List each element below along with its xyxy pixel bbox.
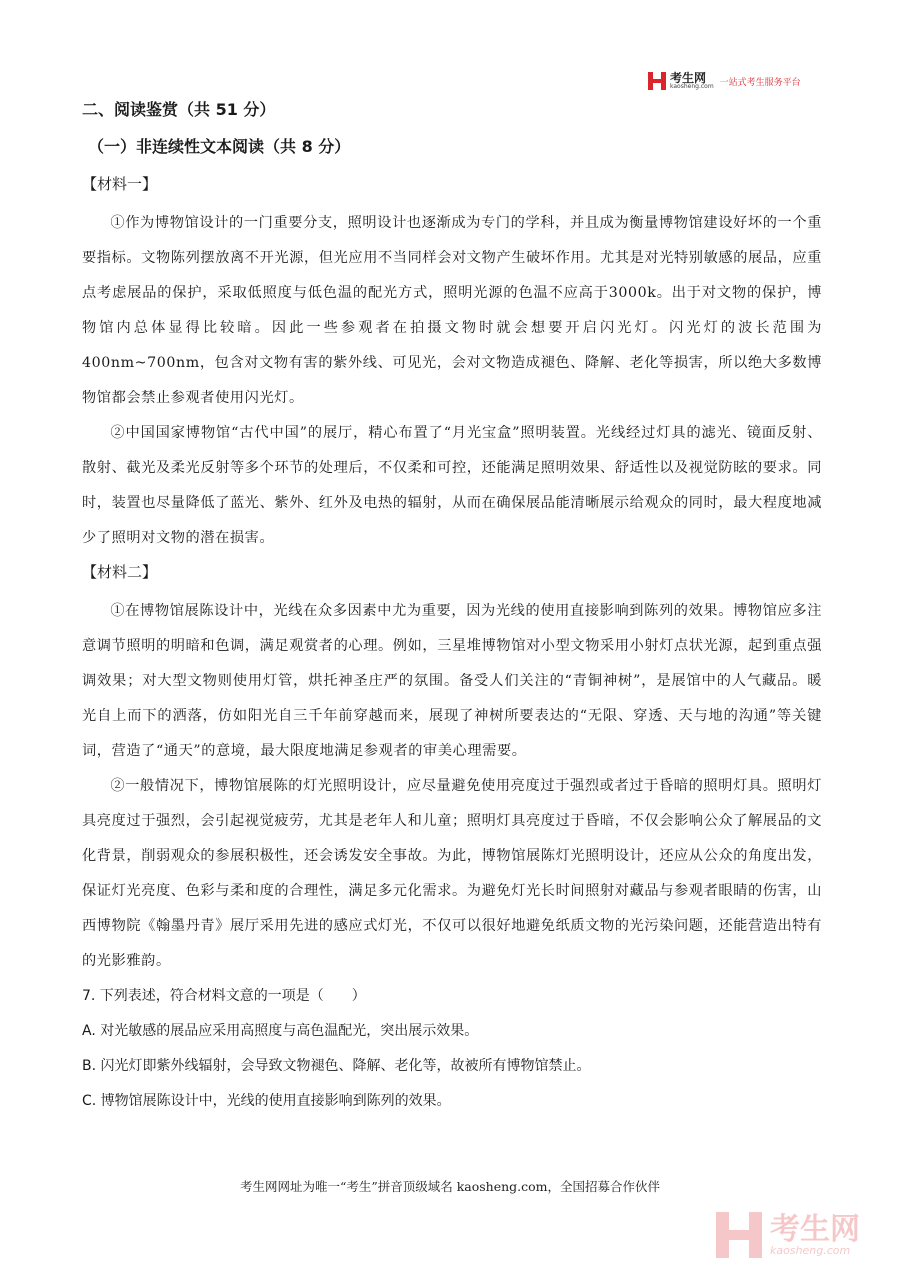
document-body [82, 100, 822, 1119]
kaosheng-logo-icon [648, 72, 666, 90]
material-2-label: 【材料二】 [82, 563, 158, 581]
logo-text [670, 72, 714, 90]
question-7-option-b: B. 闪光灯即紫外线辐射，会导致文物褪色、降解、老化等，故被所有博物馆禁止。 [82, 1058, 591, 1074]
logo-name: 考生网 [670, 71, 707, 85]
watermark-logo-icon [716, 1212, 762, 1258]
material-1-paragraph-1: ①作为博物馆设计的一门重要分支，照明设计也逐渐成为专门的学科，并且成为衡量博物馆建设好坏的一个重要指标。文物陈列摆放离不开光源，但光应用不当同样会对文物产生破坏作用。尤其是对光特别敏感的展品，应重点考虑展品的保护，采取低照度与低色温的配光方式，照明光源的色温不应高于3000k。出于对文物的保护，博物馆内总体显得比较暗。因此一些参观者在拍摄文物时就会想要开启闪光灯。闪光灯的波长范围为 400nm~700nm，包含对文物有害的紫外线、可见光，会对文物造成褪色、降解、老化等损害，所以绝大多数博物馆都会禁止参观者使用闪光灯。 [82, 215, 822, 406]
watermark-text [770, 1211, 860, 1257]
logo-slogan: 一站式考生服务平台 [719, 77, 801, 88]
material-2-paragraph-2: ②一般情况下，博物馆展陈的灯光照明设计，应尽量避免使用亮度过于强烈或者过于昏暗的照明灯具。照明灯具亮度过于强烈，会引起视觉疲劳，尤其是老年人和儿童；照明灯具亮度过于昏暗，不仅会影响公众了解展品的文化背景，削弱观众的参展积极性，还会诱发安全事故。为此，博物馆展陈灯光照明设计，还应从公众的角度出发，保证灯光亮度、色彩与柔和度的合理性，满足多元化需求。为避免灯光长时间照射对藏品与参观者眼睛的伤害，山西博物院《翰墨丹青》展厅采用先进的感应式灯光，不仅可以很好地避免纸质文物的光污染问题，还能营造出特有的光影雅韵。 [82, 778, 822, 969]
watermark-name: 考生网 [770, 1211, 860, 1247]
question-7-option-c: C. 博物馆展陈设计中，光线的使用直接影响到陈列的效果。 [82, 1093, 451, 1109]
question-7-stem: 7. 下列表述，符合材料文意的一项是（ ） [82, 988, 366, 1004]
watermark [716, 1205, 896, 1265]
watermark-domain: kaosheng.com [770, 1243, 851, 1257]
material-1-label: 【材料一】 [82, 175, 158, 193]
material-1-paragraph-2: ②中国国家博物馆“古代中国”的展厅，精心布置了“月光宝盒”照明装置。光线经过灯具的滤光、镜面反射、散射、截光及柔光反射等多个环节的处理后，不仅柔和可控，还能满足照明效果、舒适性以及视觉防眩的要求。同时，装置也尽量降低了蓝光、紫外、红外及电热的辐射，从而在确保展品能清晰展示给观众的同时，最大程度地减少了照明对文物的潜在损害。 [82, 425, 822, 546]
material-2-paragraph-1: ①在博物馆展陈设计中，光线在众多因素中尤为重要，因为光线的使用直接影响到陈列的效果。博物馆应多注意调节照明的明暗和色调，满足观赏者的心理。例如，三星堆博物馆对小型文物采用小射灯点状光源，起到重点强调效果；对大型文物则使用灯管，烘托神圣庄严的氛围。备受人们关注的“青铜神树”，是展馆中的人气藏品。暖光自上而下的洒落，仿如阳光自三千年前穿越而来，展现了神树所要表达的“无限、穿透、天与地的沟通”等关键词，营造了“通天”的意境，最大限度地满足参观者的审美心理需要。 [82, 603, 822, 759]
section-title: 二、阅读鉴赏（共 51 分） [82, 100, 276, 119]
question-7-option-a: A. 对光敏感的展品应采用高照度与高色温配光，突出展示效果。 [82, 1023, 479, 1039]
logo-domain: kaosheng.com [670, 83, 714, 90]
page-footer: 考生网网址为唯一“考生”拼音顶级域名 kaosheng.com，全国招募合作伙伴 [239, 1179, 661, 1194]
subsection-title: （一）非连续性文本阅读（共 8 分） [88, 137, 351, 156]
header-logo [648, 68, 848, 94]
